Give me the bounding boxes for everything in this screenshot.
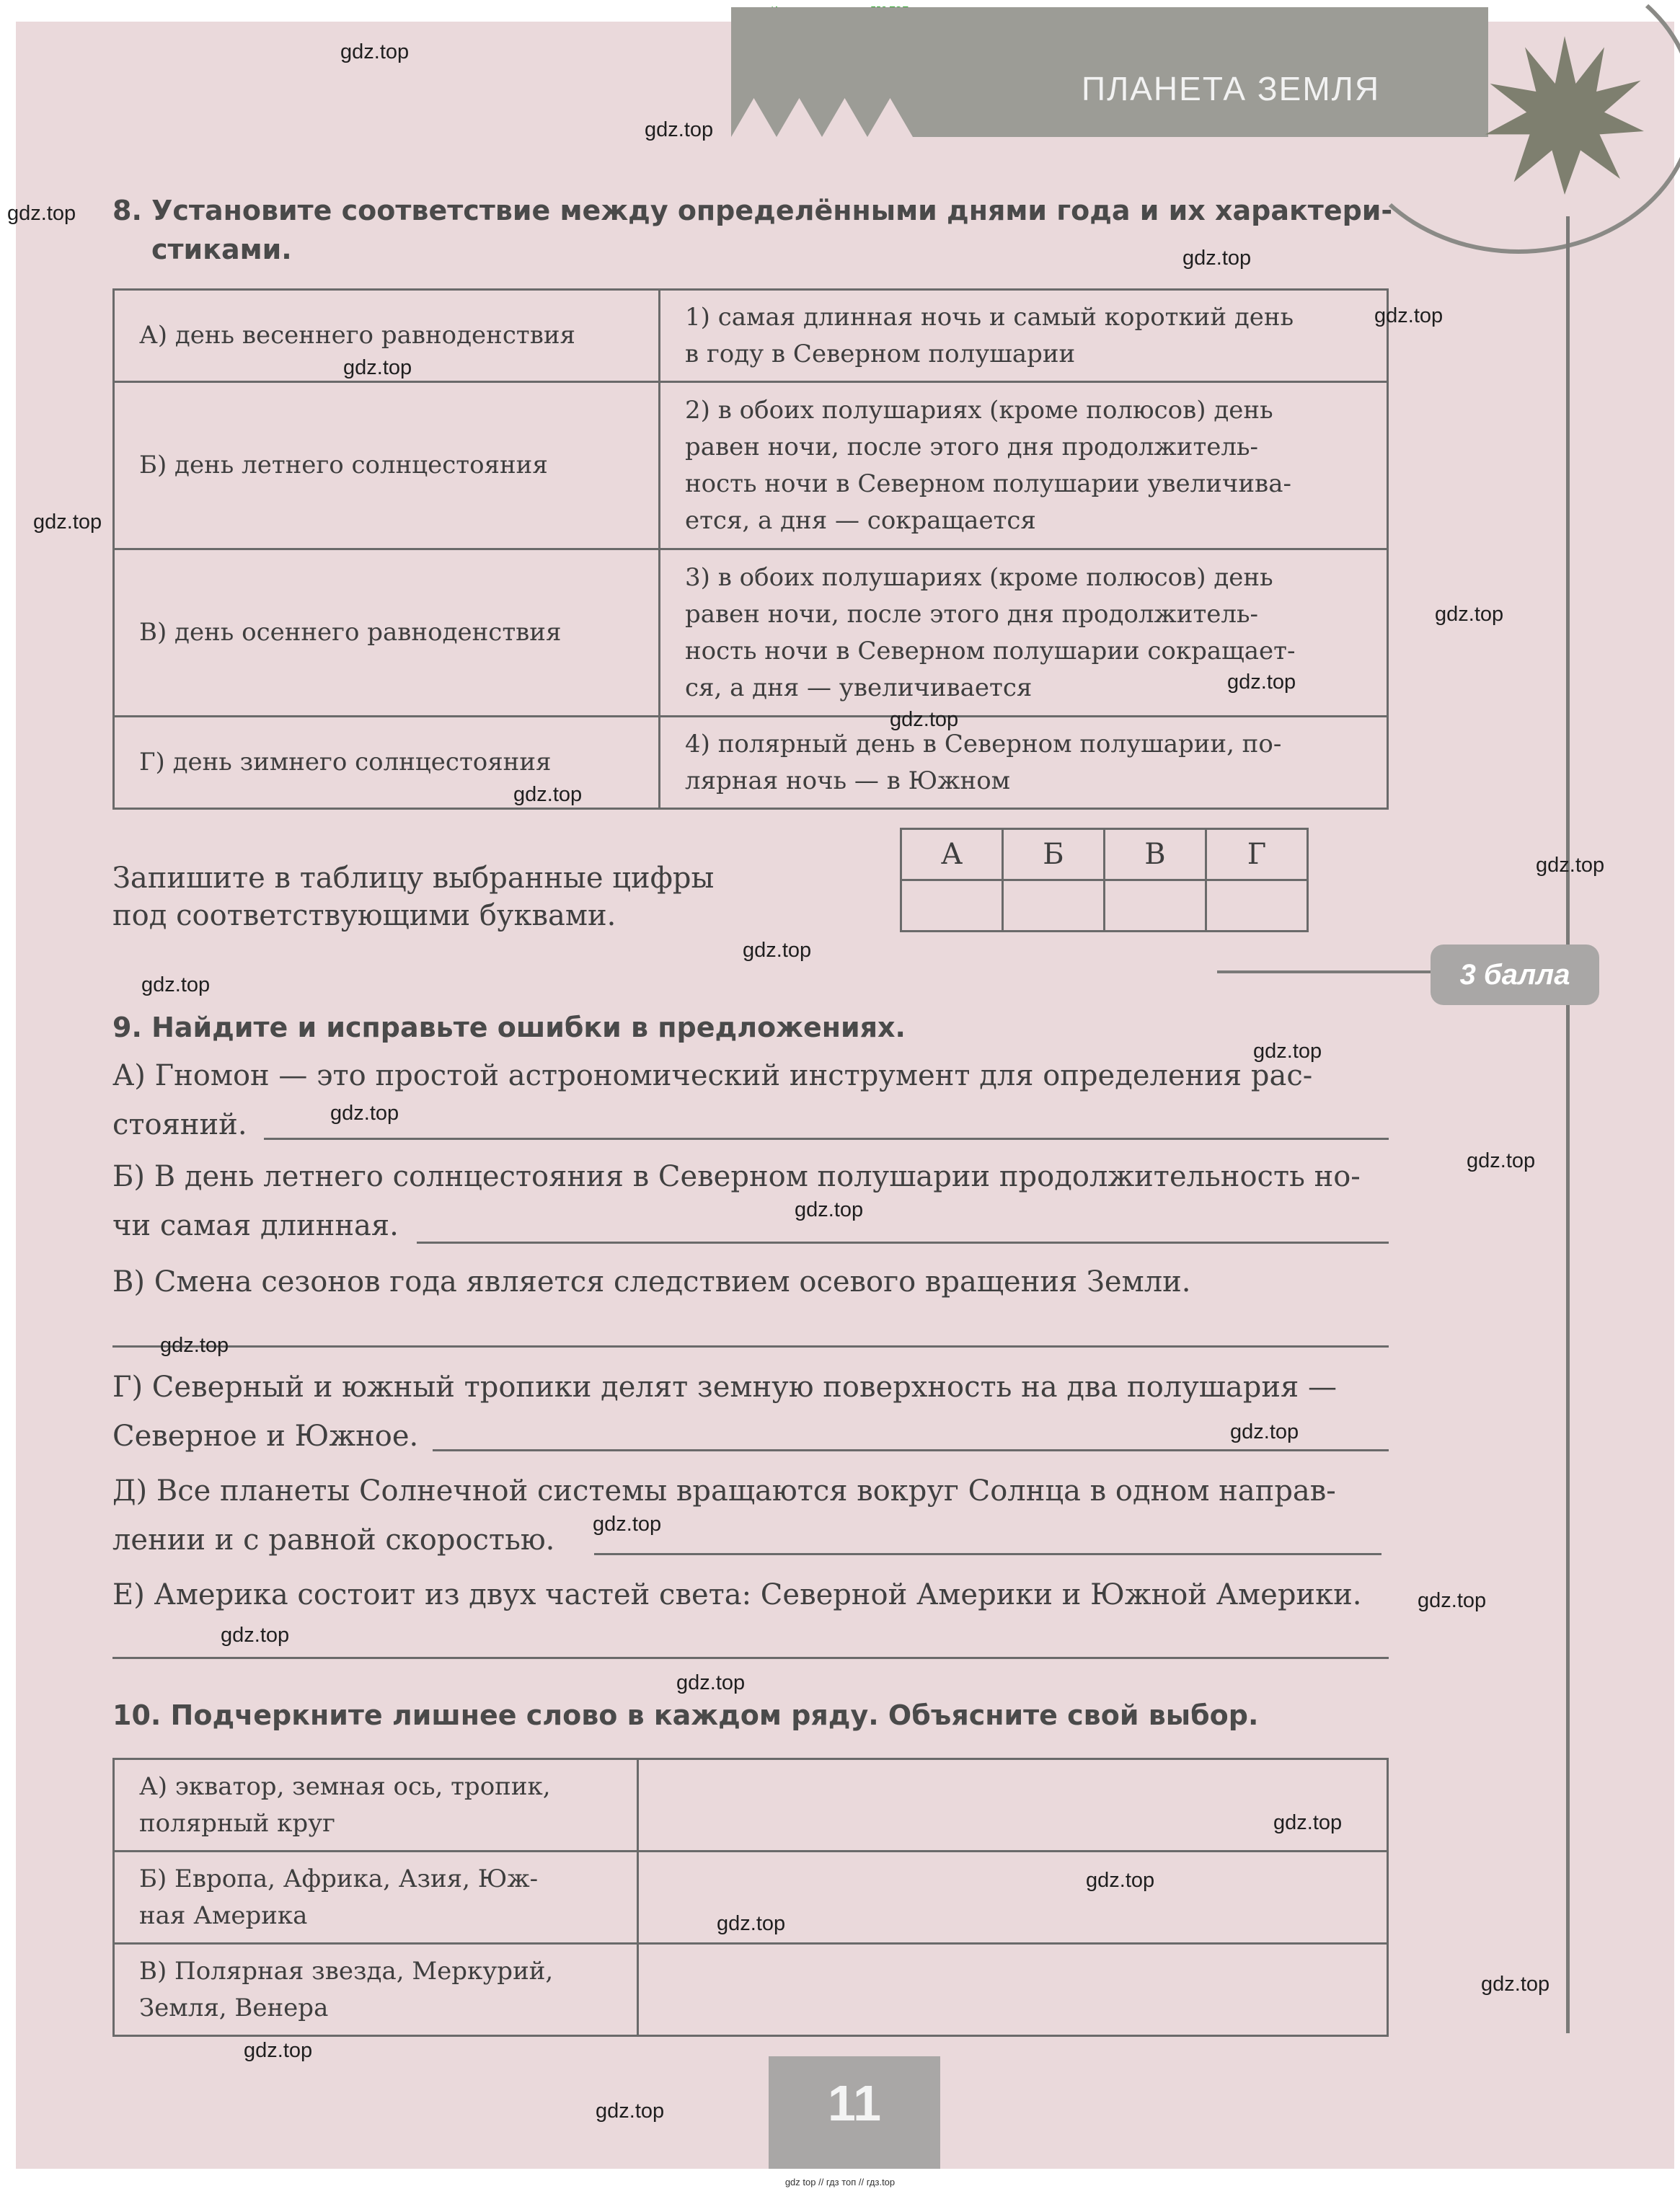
q10-text-line: А) экватор, земная ось, тропик, (139, 1771, 551, 1801)
q9-item-line2: Северное и Южное. (112, 1420, 419, 1453)
watermark: gdz.top (676, 1671, 746, 1694)
q8-answer-table (900, 828, 1309, 932)
q10-explanation-cell[interactable] (638, 1759, 1388, 1852)
q8-instruction-line2: под соответствующими буквами. (112, 899, 616, 932)
q9-answer-line-a[interactable] (264, 1138, 1389, 1140)
watermark: gdz.top (160, 1334, 229, 1357)
watermark: gdz.top (1536, 854, 1605, 877)
q10-text-line: полярный круг (139, 1808, 335, 1838)
watermark: gdz.top (244, 2039, 313, 2062)
watermark: gdz.top (743, 939, 812, 962)
watermark: gdz.top (1418, 1589, 1487, 1612)
q8-left-cell: Б) день летнего солнцестояния (114, 382, 660, 549)
q9-answer-line-d[interactable] (594, 1553, 1381, 1555)
watermark: gdz.top (1230, 1420, 1299, 1443)
q8-row (114, 549, 1388, 717)
watermark: gdz.top (1467, 1149, 1536, 1172)
q9-item-v (112, 1257, 1191, 1306)
page-title: ПЛАНЕТА ЗЕМЛЯ (1082, 70, 1381, 107)
q8-text-line: ется, а дня — сокращается (685, 505, 1036, 535)
q9-answer-line-g[interactable] (433, 1449, 1389, 1451)
watermark: gdz.top (1481, 1973, 1550, 1996)
q10-text-line: В) Полярная звезда, Меркурий, (139, 1956, 554, 1986)
answer-cell-a[interactable] (901, 880, 1003, 932)
q9-item-line1: Г) Северный и южный тропики делят земную поверхность на два полушария — (112, 1371, 1337, 1404)
page-number: 11 (769, 2056, 940, 2169)
answer-header-a: А (901, 829, 1003, 880)
q8-text-line: ность ночи в Северном полушарии сокращает- (685, 636, 1296, 665)
q8-row (114, 717, 1388, 809)
watermark: gdz.top (33, 510, 102, 534)
watermark: gdz.top (890, 708, 959, 731)
q9-item-line2: лении и с равной скоростью. (112, 1523, 555, 1557)
q9-title: 9. Найдите и исправьте ошибки в предложениях. (112, 1012, 906, 1043)
q9-item-e (112, 1570, 1361, 1619)
q8-text-line: ность ночи в Северном полушарии увеличива- (685, 469, 1291, 498)
watermark: gdz.top (330, 1102, 399, 1125)
q8-row (114, 290, 1388, 382)
score-badge: 3 балла (1431, 945, 1599, 1005)
q10-row (114, 1944, 1388, 2036)
q8-text-line: 4) полярный день в Северном полушарии, по- (685, 729, 1282, 758)
watermark: gdz.top (645, 118, 714, 141)
q10-text-line: ная Америка (139, 1901, 308, 1930)
watermark: gdz.top (513, 783, 583, 806)
q9-item-line1: А) Гномон — это простой астрономический инструмент для определения рас- (112, 1059, 1313, 1092)
watermark: gdz.top (717, 1912, 786, 1935)
watermark: gdz.top (1182, 247, 1252, 270)
watermark: gdz.top (593, 1513, 662, 1536)
q10-row (114, 1759, 1388, 1852)
q10-title: 10. Подчеркните лишнее слово в каждом ряду. Объясните свой выбор. (112, 1699, 1259, 1731)
q8-instruction (112, 859, 714, 934)
answer-cell-v[interactable] (1105, 880, 1206, 932)
q10-explanation-cell[interactable] (638, 1944, 1388, 2036)
score-divider (1217, 970, 1433, 973)
q9-item-line1: В) Смена сезонов года является следствием осевого вращения Земли. (112, 1265, 1191, 1299)
watermark: gdz.top (1374, 304, 1444, 327)
watermark: gdz.top (1435, 603, 1504, 626)
answer-cell-b[interactable] (1003, 880, 1105, 932)
q9-item-a (112, 1051, 1312, 1149)
answer-header-g: Г (1206, 829, 1308, 880)
q8-left-cell: Г) день зимнего солнцестояния (114, 717, 660, 809)
q8-text-line: в году в Северном полушарии (685, 339, 1076, 368)
watermark: gdz.top (343, 356, 412, 379)
q9-item-line1: Е) Америка состоит из двух частей света: Северной Америки и Южной Америки. (112, 1578, 1362, 1611)
q8-match-table (112, 288, 1389, 810)
q8-text-line: 1) самая длинная ночь и самый короткий день (685, 302, 1294, 332)
q9-answer-line-b[interactable] (417, 1242, 1389, 1244)
watermark: gdz.top (221, 1624, 290, 1647)
q10-table (112, 1758, 1389, 2037)
q9-item-d (112, 1467, 1336, 1565)
q8-left-cell: В) день осеннего равноденствия (114, 549, 660, 717)
q9-item-line2: стояний. (112, 1108, 247, 1141)
q9-item-b (112, 1152, 1361, 1250)
answer-header-v: В (1105, 829, 1206, 880)
q8-title-line2: стиками. (151, 234, 292, 265)
watermark: gdz.top (1273, 1811, 1343, 1834)
q9-answer-line-e[interactable] (112, 1657, 1389, 1659)
q8-right-cell (660, 717, 1388, 809)
q8-title-line1: 8. Установите соответствие между определёнными днями года и их характери- (112, 195, 1393, 226)
q8-text-line: лярная ночь — в Южном (685, 766, 1011, 795)
answer-header-b: Б (1003, 829, 1105, 880)
q9-answer-line-v[interactable] (112, 1345, 1389, 1348)
q8-right-cell (660, 382, 1388, 549)
q10-text-line: Б) Европа, Африка, Азия, Юж- (139, 1864, 539, 1893)
watermark: gdz.top (7, 202, 76, 225)
watermark: gdz.top (1227, 671, 1296, 694)
q9-item-g (112, 1363, 1337, 1461)
q9-item-line1: Д) Все планеты Солнечной системы вращаются вокруг Солнца в одном направ- (112, 1474, 1336, 1508)
q8-text-line: ся, а дня — увеличивается (685, 673, 1033, 702)
q8-left-cell: А) день весеннего равноденствия (114, 290, 660, 382)
watermark: gdz.top (795, 1198, 864, 1221)
watermark: gdz.top (596, 2100, 665, 2123)
answer-cell-g[interactable] (1206, 880, 1308, 932)
q8-instruction-line1: Запишите в таблицу выбранные цифры (112, 862, 715, 895)
q10-text-line: Земля, Венера (139, 1993, 329, 2022)
watermark: gdz.top (1086, 1869, 1155, 1892)
watermark: gdz.top (141, 973, 211, 996)
bottom-banner[interactable]: gdz top // гдз топ // гдз.top (784, 2177, 896, 2188)
q8-text-line: равен ночи, после этого дня продолжитель- (685, 432, 1258, 461)
watermark: gdz.top (1253, 1040, 1322, 1063)
q10-words-cell (114, 1759, 638, 1852)
q9-item-line2: чи самая длинная. (112, 1209, 399, 1242)
q9-item-line1: Б) В день летнего солнцестояния в Северном полушарии продолжительность но- (112, 1160, 1361, 1193)
q10-words-cell (114, 1852, 638, 1944)
q8-text-line: 2) в обоих полушариях (кроме полюсов) день (685, 395, 1273, 425)
q8-text-line: равен ночи, после этого дня продолжитель- (685, 599, 1258, 629)
margin-rule (1566, 216, 1570, 2033)
q8-right-cell (660, 290, 1388, 382)
watermark: gdz.top (340, 40, 410, 63)
q8-text-line: 3) в обоих полушариях (кроме полюсов) день (685, 562, 1273, 592)
q8-row (114, 382, 1388, 549)
q10-words-cell (114, 1944, 638, 2036)
